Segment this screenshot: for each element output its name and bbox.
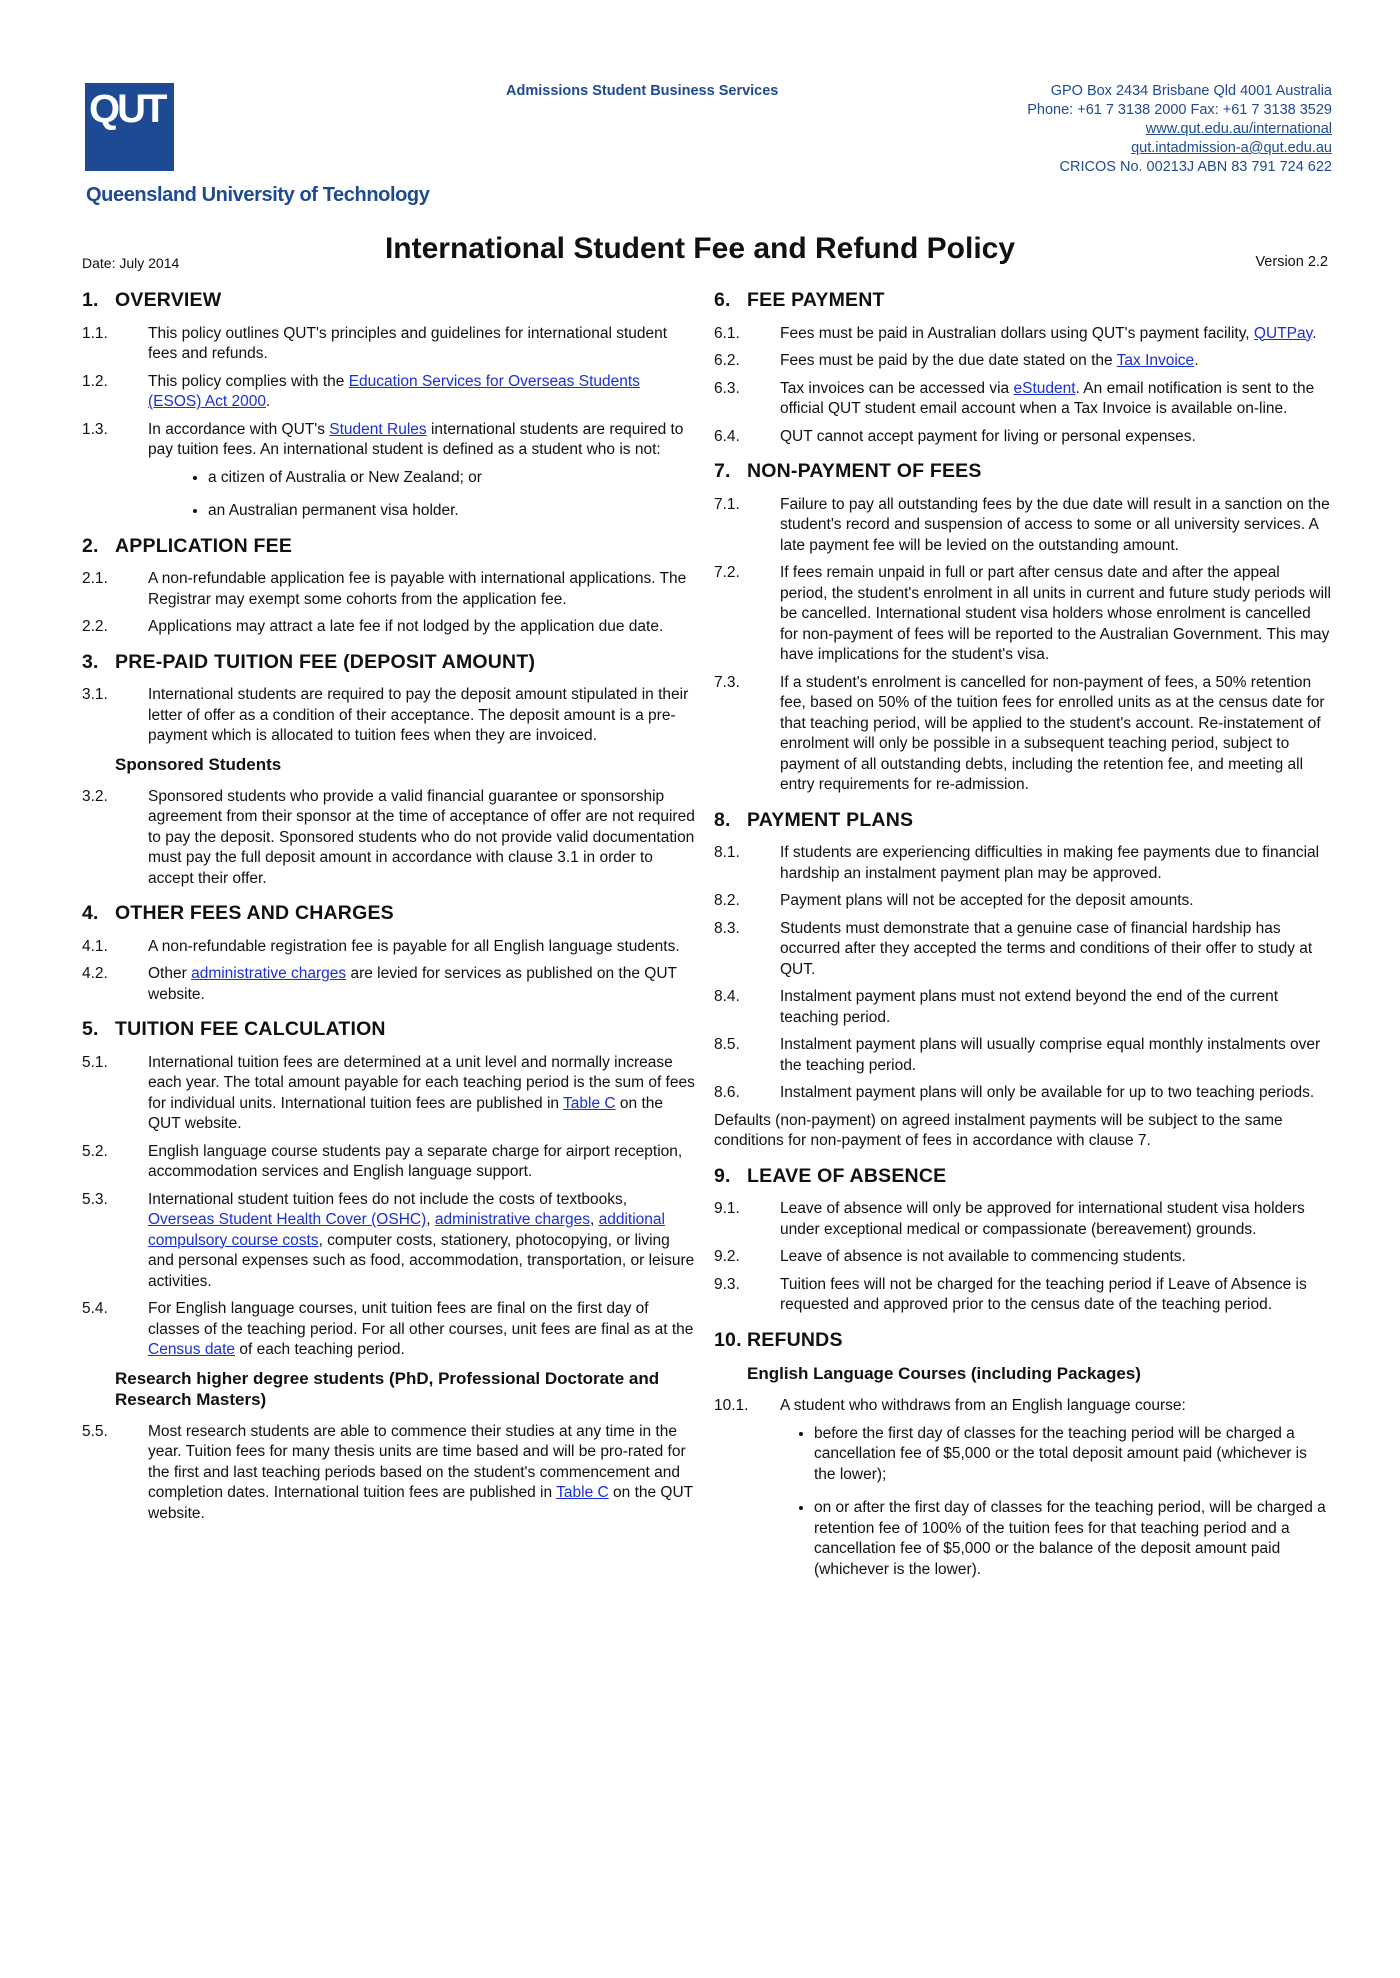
contact-cricos: CRICOS No. 00213J ABN 83 791 724 622 — [1059, 159, 1332, 175]
clause: 10.1. A student who withdraws from an English language course: — [714, 1397, 1186, 1414]
section-non-payment — [714, 461, 1331, 796]
administrative-charges-link[interactable]: administrative charges — [434, 1211, 590, 1228]
subheading: Sponsored Students — [115, 754, 282, 774]
clause: 2.1. A non-refundable application fee is payable with international applications. The Registrar may exempt some cohorts from the application fee. — [82, 570, 687, 608]
clause: 2.2. Applications may attract a late fee if not lodged by the application due date. — [82, 618, 664, 635]
census-date-link[interactable]: Census date — [148, 1341, 236, 1358]
bullet-list — [82, 468, 697, 522]
section-tuition-calculation — [82, 1019, 697, 1524]
clause: 3.1. International students are required to pay the deposit amount stipulated in their letter of offer as a condition of their acceptance. The deposit amount is a pre-payment which is allocated to tuition fees when they are invoiced. — [82, 686, 689, 744]
logo-text: QUT — [89, 87, 165, 131]
university-name: Queensland University of Technology — [86, 184, 430, 206]
clause: 5.5. Most research students are able to commence their studies at any time in the year. Tuition fees for many thesis units are time based and will be pro-rated for the first and last teaching periods based on the student's commencement and completion dates. International tuition fees are published in Table C on the QUT website. — [82, 1422, 693, 1522]
clause: 8.5. Instalment payment plans will usually comprise equal monthly instalments over the teaching period. — [714, 1036, 1321, 1074]
clause: 8.4. Instalment payment plans must not extend beyond the end of the current teaching period. — [714, 988, 1279, 1026]
subheading: English Language Courses (including Packages) — [747, 1364, 1141, 1383]
section-fee-payment — [714, 290, 1331, 447]
list-item: • a citizen of Australia or New Zealand; or — [208, 468, 697, 489]
subheading: Research higher degree students (PhD, Professional Doctorate and Research Masters) — [115, 1368, 660, 1409]
clause: 9.2. Leave of absence is not available to commencing students. — [714, 1248, 1186, 1265]
qut-logo — [85, 83, 174, 171]
clause: 1.2. This policy complies with the Education Services for Overseas Students (ESOS) Act 2000. — [82, 372, 640, 410]
section-refunds — [714, 1330, 1331, 1581]
section-heading: 10. REFUNDS — [714, 1328, 843, 1351]
section-other-fees — [82, 903, 697, 1005]
clause: 6.3. Tax invoices can be accessed via eStudent. An email notification is sent to the official QUT student email account when a Tax Invoice is available on-line. — [714, 379, 1315, 417]
section-heading: 1. OVERVIEW — [82, 289, 222, 311]
qutpay-link[interactable]: QUTPay — [1253, 324, 1313, 342]
paragraph: Defaults (non-payment) on agreed instalment payments will be subject to the same conditions for non-payment of fees in accordance with clause 7. — [714, 1111, 1283, 1149]
clause: 3.2. Sponsored students who provide a valid financial guarantee or sponsorship agreement from their sponsor at the time of acceptance of offer are not required to pay the deposit. Sponsored students who do not provide valid documentation must pay the full deposit amount in accordance with clause 3.1 in order to accept their offer. — [82, 787, 695, 887]
section-heading: 6. FEE PAYMENT — [714, 289, 885, 311]
clause: 1.1. This policy outlines QUT's principles and guidelines for international student fees and refunds. — [82, 324, 668, 362]
clause: 8.6. Instalment payment plans will only be available for up to two teaching periods. — [714, 1084, 1315, 1101]
section-heading: 7. NON-PAYMENT OF FEES — [714, 460, 982, 482]
clause: 9.1. Leave of absence will only be approved for international student visa holders under exceptional medical or compassionate (bereavement) grounds. — [714, 1200, 1305, 1238]
administrative-charges-link[interactable]: administrative charges — [191, 965, 347, 982]
section-heading: 2. APPLICATION FEE — [82, 534, 293, 557]
section-overview — [82, 290, 697, 522]
table-c-link[interactable]: Table C — [556, 1484, 609, 1501]
page-title: International Student Fee and Refund Policy — [384, 232, 1016, 265]
section-leave-of-absence — [714, 1166, 1331, 1316]
list-item: • on or after the first day of classes for the teaching period, will be charged a retention fee of 100% of the tuition fees for that teaching period and a cancellation fee of $5,000 or the balance of the deposit amount paid (whichever is the lower). — [814, 1498, 1331, 1580]
esos-act-link[interactable]: Education Services for Overseas Students (ESOS) Act 2000 — [148, 372, 640, 410]
left-column — [82, 290, 697, 1538]
estudent-link[interactable]: eStudent — [1013, 379, 1076, 397]
clause: 9.3. Tuition fees will not be charged for the teaching period if Leave of Absence is requested and approved prior to the census date of the teaching period. — [714, 1275, 1307, 1313]
clause: 1.3. In accordance with QUT's Student Rules international students are required to pay tuition fees. An international student is defined as a student who is not: — [82, 420, 684, 458]
section-application-fee — [82, 536, 697, 638]
list-item: • before the first day of classes for the teaching period will be charged a cancellation fee of $5,000 or the total deposit amount paid (whichever is the lower); — [814, 1424, 1331, 1486]
policy-version: Version 2.2 — [1255, 254, 1328, 270]
list-item: • an Australian permanent visa holder. — [208, 501, 697, 522]
contact-website-link[interactable]: www.qut.edu.au/international — [1145, 121, 1332, 137]
tax-invoice-link[interactable]: Tax Invoice — [1116, 352, 1195, 369]
clause: 6.4. QUT cannot accept payment for living or personal expenses. — [714, 427, 1196, 445]
clause: 8.2. Payment plans will not be accepted for the deposit amounts. — [714, 892, 1194, 909]
clause: 8.1. If students are experiencing difficulties in making fee payments due to financial hardship an instalment payment plan may be approved. — [714, 844, 1320, 882]
course-costs-link[interactable]: additional compulsory course costs — [148, 1211, 665, 1249]
clause: 5.1. International tuition fees are determined at a unit level and normally increase each year. The total amount payable for each teaching period is the sum of fees for individual units. International tuition fees are published in Table C on the QUT website. — [82, 1053, 695, 1132]
clause: 7.2. If fees remain unpaid in full or part after census date and after the appeal period, the student's enrolment in all units in current and future study periods will be cancelled. International student visa holders whose enrolment is cancelled for non-payment of fees will be reported to the Australian Government. This may have implications for the student's visa. — [714, 564, 1331, 663]
contact-email-link[interactable]: qut.intadmission-a@qut.edu.au — [1131, 140, 1332, 156]
clause: 6.2. Fees must be paid by the due date stated on the Tax Invoice. — [714, 352, 1199, 369]
contact-address: GPO Box 2434 Brisbane Qld 4001 Australia — [1050, 83, 1332, 99]
right-column — [714, 290, 1331, 1594]
policy-date: Date: July 2014 — [82, 255, 180, 271]
clause: 5.3. International student tuition fees do not include the costs of textbooks, Overseas Student Health Cover (OSHC), administrative charges, additional compulsory course costs, computer costs, stationery, photocopying, or living and personal expenses such as food, accommodation, transportation, or leisure activities. — [82, 1190, 695, 1290]
table-c-link[interactable]: Table C — [563, 1094, 616, 1112]
clause: 4.2. Other administrative charges are levied for services as published on the QUT website. — [82, 965, 677, 1003]
contact-phone: Phone: +61 7 3138 2000 Fax: +61 7 3138 3529 — [1027, 102, 1332, 118]
section-heading: 3. PRE-PAID TUITION FEE (DEPOSIT AMOUNT) — [82, 650, 536, 673]
section-heading: 8. PAYMENT PLANS — [714, 808, 914, 831]
clause: 5.2. English language course students pay a separate charge for airport reception, accommodation services and English language support. — [82, 1142, 683, 1180]
clause: 8.3. Students must demonstrate that a genuine case of financial hardship has occurred after they accepted the terms and conditions of their offer to study at QUT. — [714, 919, 1313, 978]
section-heading: 5. TUITION FEE CALCULATION — [82, 1018, 386, 1040]
clause: 5.4. For English language courses, unit tuition fees are final on the first day of classes of the teaching period. For all other courses, unit fees are final as at the Census date of each teaching period. — [82, 1300, 694, 1358]
bullet-list — [714, 1424, 1331, 1581]
section-heading: 4. OTHER FEES AND CHARGES — [82, 902, 394, 924]
clause: 7.1. Failure to pay all outstanding fees by the due date will result in a sanction on the student's record and suspension of access to some or all university services. A late payment fee will be levied on the outstanding amount. — [714, 495, 1330, 554]
section-payment-plans — [714, 810, 1331, 1152]
oshc-link[interactable]: Overseas Student Health Cover (OSHC) — [148, 1211, 427, 1228]
contact-block — [1027, 82, 1332, 177]
clause: 7.3. If a student's enrolment is cancelled for non-payment of fees, a 50% retention fee, based on 50% of the tuition fees for enrolled units as at the census date for that teaching period, will be applied to the student's account. Re-instatement of enrolment will only be possible in a subsequent teaching period, subject to payment of all outstanding debts, including the retention fee, and meeting all entry requirements for re-admission. — [714, 673, 1325, 793]
student-rules-link[interactable]: Student Rules — [329, 420, 427, 438]
department-name: Admissions Student Business Services — [506, 83, 779, 99]
clause: 6.1. Fees must be paid in Australian dollars using QUT's payment facility, QUTPay. — [714, 324, 1317, 342]
section-deposit — [82, 652, 697, 890]
clause: 4.1. A non-refundable registration fee is payable for all English language students. — [82, 937, 680, 955]
section-heading: 9. LEAVE OF ABSENCE — [714, 1164, 947, 1187]
